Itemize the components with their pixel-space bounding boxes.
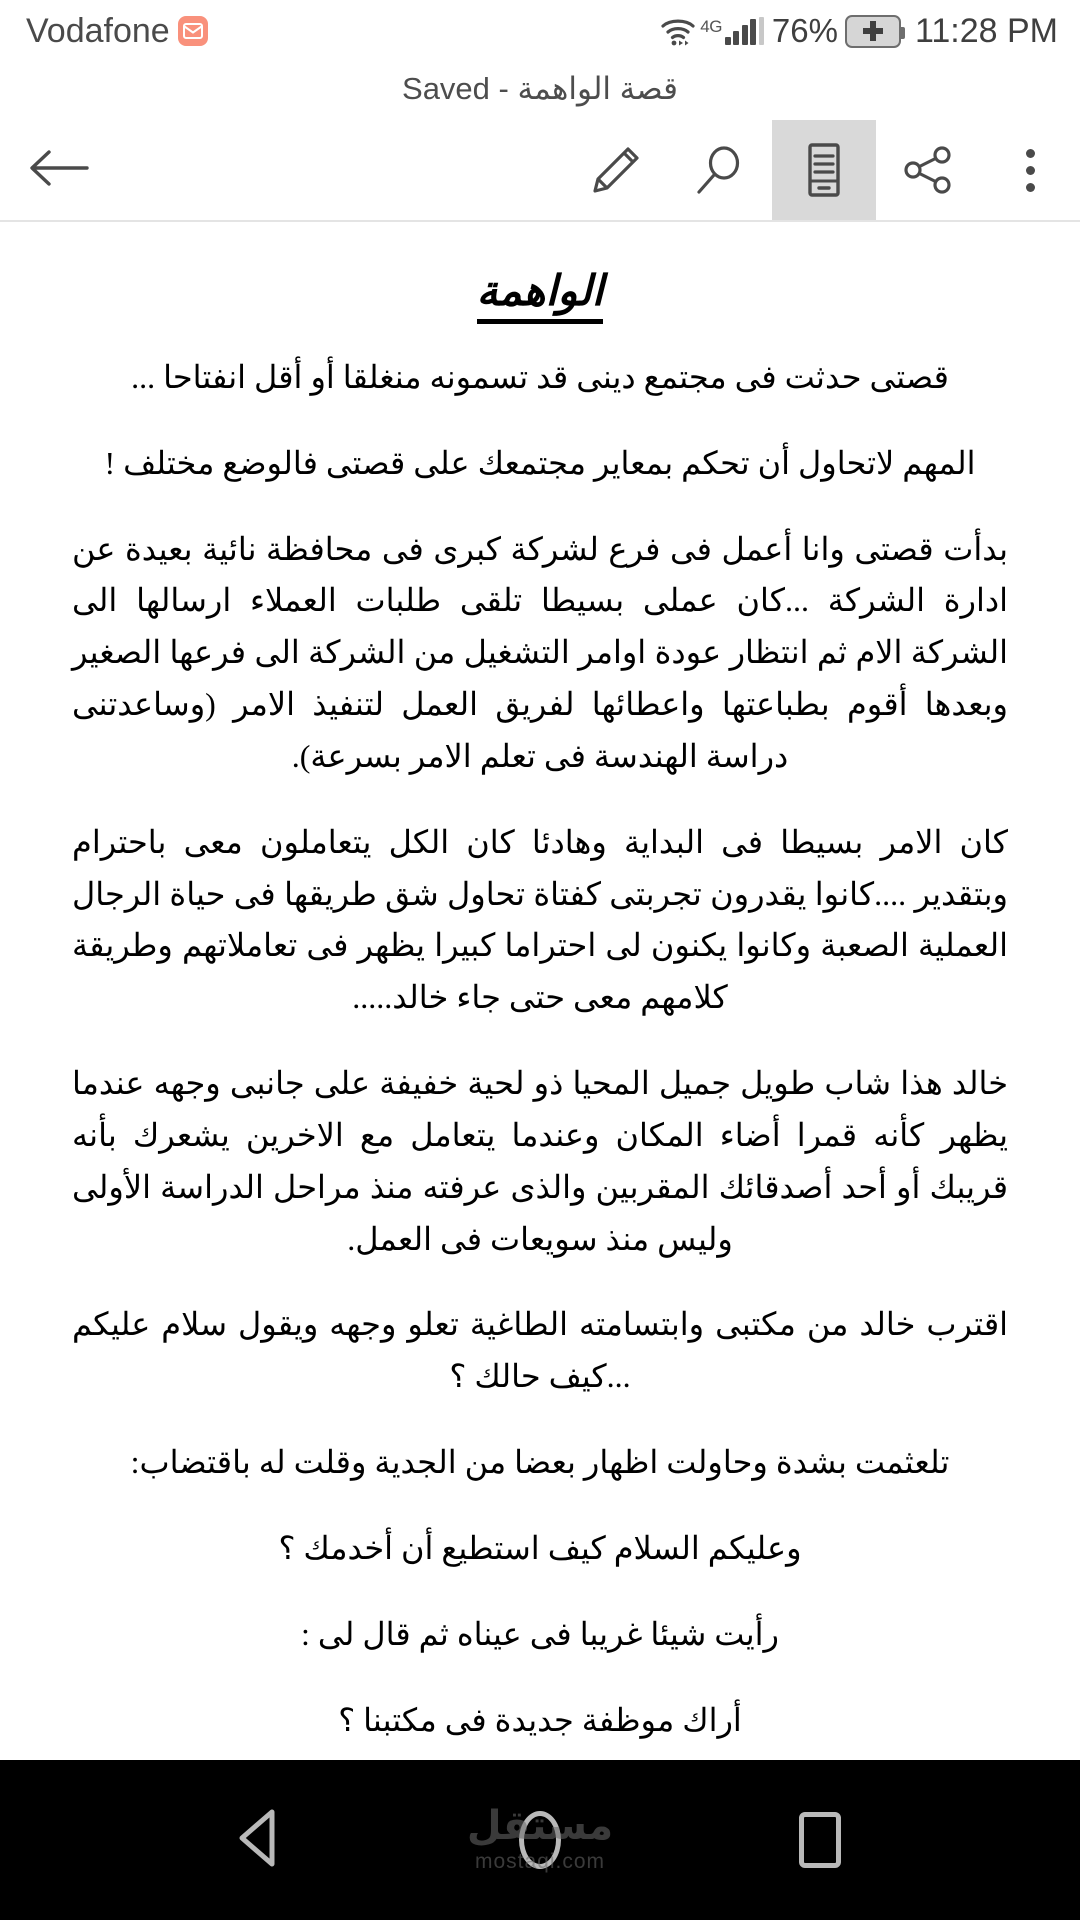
nav-recents-button[interactable] xyxy=(760,1780,880,1900)
more-options-button[interactable] xyxy=(980,120,1080,220)
toolbar-actions xyxy=(564,120,1080,220)
document-content[interactable] xyxy=(0,222,1080,1760)
toolbar xyxy=(0,120,1080,222)
document-paragraph: أراك موظفة جديدة فى مكتبنا ؟ xyxy=(338,1701,742,1738)
pencil-icon xyxy=(588,142,644,198)
mail-badge-icon xyxy=(178,16,208,46)
nav-home-circle-icon xyxy=(519,1811,561,1869)
watermark-arabic: مستقل xyxy=(466,1804,614,1848)
document-paragraph: رأيت شيئا غريبا فى عيناه ثم قال لى : xyxy=(301,1615,779,1652)
nav-back-triangle-icon xyxy=(234,1807,286,1874)
document-paragraph: المهم لاتحاول أن تحكم بمعاير مجتمعك على قصتى فالوضع مختلف ! xyxy=(104,444,976,481)
document-paragraph: خالد هذا شاب طويل جميل المحيا ذو لحية خفيفة على جانبى وجهه عندما يظهر كأنه قمرا أضاء المكان وعندما يتعامل مع الاخرين يشعرك بأنه قريبك أو أحد أصدقائك المقربين والذى عرفته منذ مراحل الدراسة الأولى وليس منذ سويعات فى العمل. xyxy=(72,1065,1009,1257)
battery-charging-icon xyxy=(845,15,901,48)
nav-home-button[interactable] xyxy=(480,1780,600,1900)
more-vertical-icon xyxy=(1026,149,1035,158)
status-bar xyxy=(0,0,1080,62)
reading-view-button[interactable] xyxy=(772,120,876,220)
network-type-label: 4G xyxy=(700,16,722,36)
document-heading xyxy=(72,266,1008,316)
watermark-latin: mostaqi.com xyxy=(474,1850,606,1873)
document-paragraph: تلعثمت بشدة وحاولت اظهار بعضا من الجدية وقلت له باقتضاب: xyxy=(130,1444,950,1481)
wifi-icon xyxy=(660,15,696,47)
status-bar-right xyxy=(660,12,1058,51)
system-navigation-bar xyxy=(0,1760,1080,1920)
document-paragraph: بدأت قصتى وانا أعمل فى فرع لشركة كبرى فى محافظة نائية بعيدة عن ادارة الشركة ...كان عملى بسيطا تلقى طلبات العملاء ارسالها الى الشركة الام ثم انتظار عودة اوامر التشغيل من الشركة الى فرعها الصغير وبعدها أقوم بطباعتها واعطائها لفريق العمل لتنفيذ الامر (وساعدتنى دراسة الهندسة فى تعلم الامر بسرعة). xyxy=(72,530,1009,774)
document-paragraph: قصتى حدثت فى مجتمع دينى قد تسمونه منغلقا أو أقل انفتاحا ... xyxy=(131,359,949,395)
edit-button[interactable] xyxy=(564,120,668,220)
share-icon xyxy=(900,142,956,198)
nav-recents-square-icon xyxy=(799,1812,841,1868)
document-paragraph: وعليكم السلام كيف استطيع أن أخدمك ؟ xyxy=(278,1529,802,1566)
more-vertical-icon-dot xyxy=(1026,183,1035,192)
search-icon xyxy=(692,142,748,198)
app-title-bar xyxy=(0,62,1080,120)
carrier-label: Vodafone xyxy=(26,11,170,50)
share-button[interactable] xyxy=(876,120,980,220)
document-paragraph: كان الامر بسيطا فى البداية وهادئا كان الكل يتعاملون معى باحترام وبتقدير ....كانوا يقدرون تجربتى كفتاة تحاول شق طريقها فى حياة الرجال العملية الصعبة وكانوا يكنون لى احتراما كبيرا يظهر فى تعاملاتهم وطريقة كلامهم معى حتى جاء خالد..... xyxy=(72,823,1009,1016)
clock-label: 11:28 PM xyxy=(914,11,1058,50)
back-button[interactable] xyxy=(0,120,120,220)
battery-percent-label: 76% xyxy=(771,12,838,49)
page-title: قصة الواهمة - Saved xyxy=(402,71,678,106)
arrow-left-icon xyxy=(27,144,93,197)
nav-back-button[interactable] xyxy=(200,1780,320,1900)
document-view-icon xyxy=(799,141,849,199)
status-bar-left xyxy=(26,12,208,51)
signal-bars-icon xyxy=(725,17,764,45)
search-button[interactable] xyxy=(668,120,772,220)
more-vertical-icon-dot xyxy=(1026,166,1035,175)
document-heading-text: الواهمة xyxy=(477,269,604,324)
document-paragraph: اقترب خالد من مكتبى وابتسامته الطاغية تعلو وجهه ويقول سلام عليكم ...كيف حالك ؟ xyxy=(72,1306,1008,1395)
